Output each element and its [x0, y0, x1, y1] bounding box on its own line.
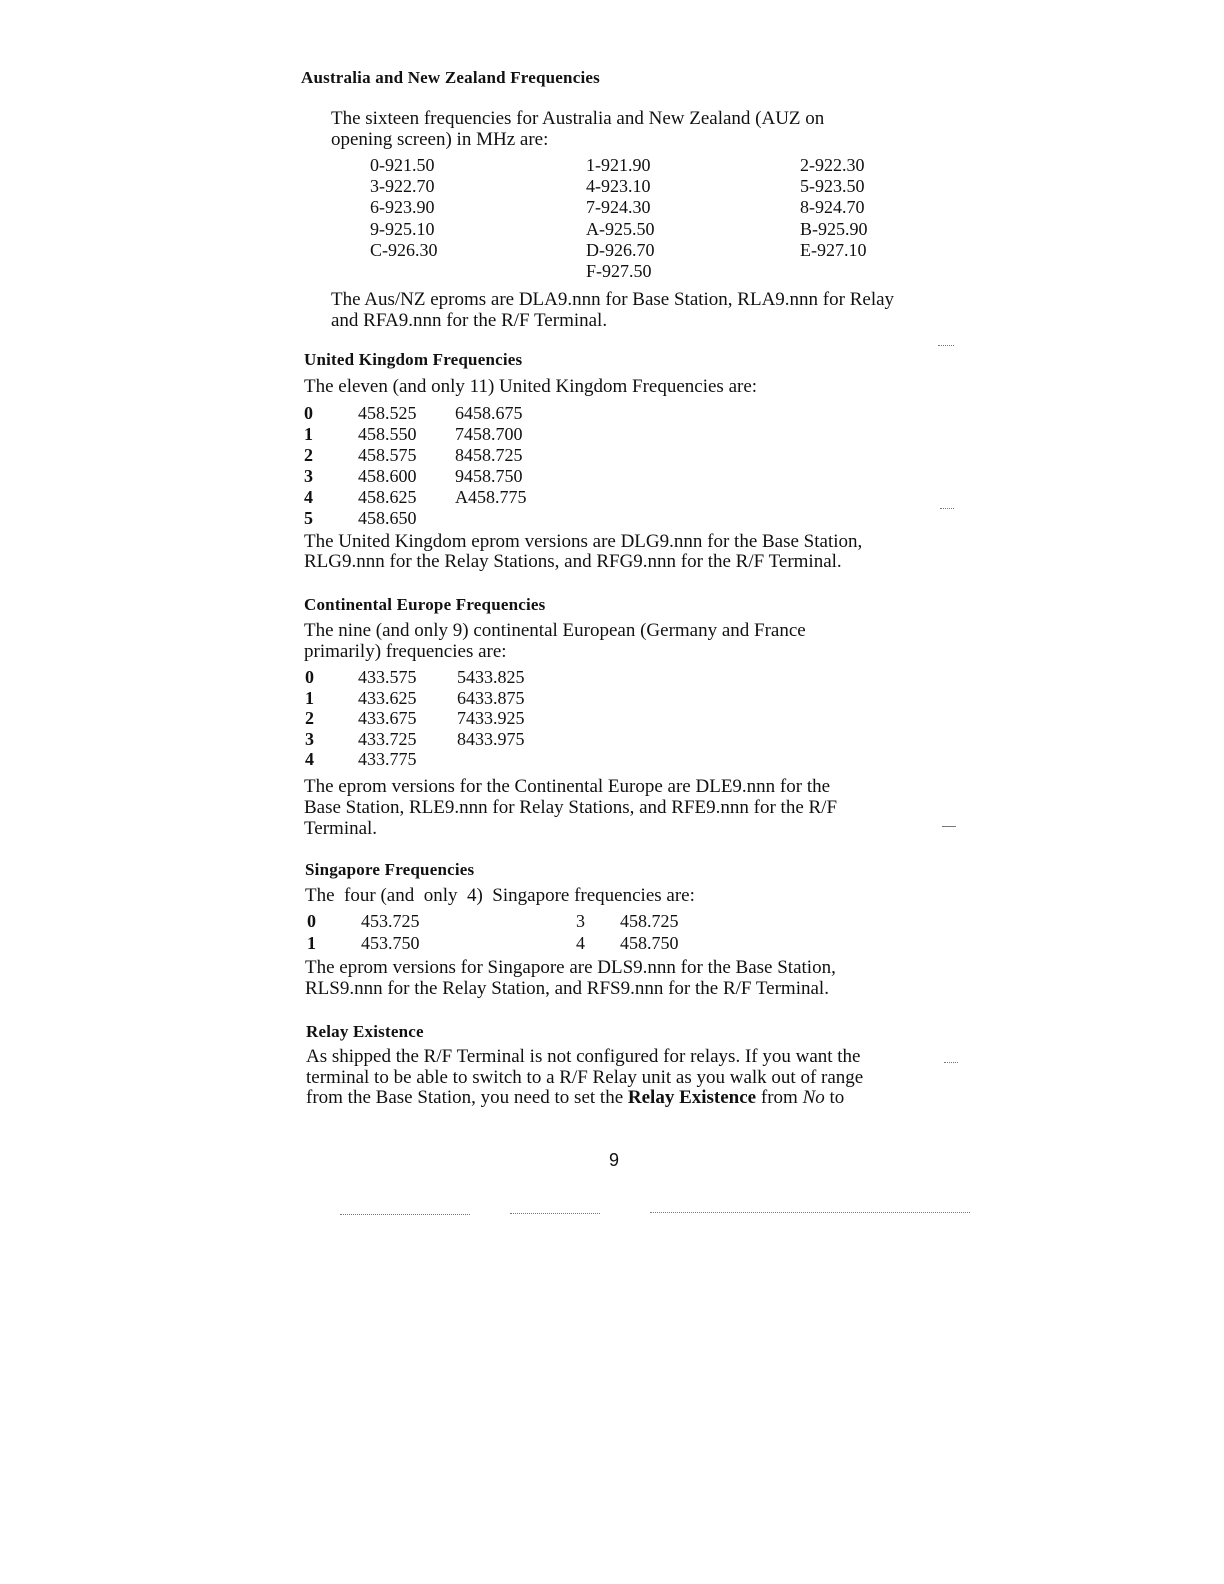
frequency-cell: 9-925.10 [370, 218, 435, 239]
heading-europe: Continental Europe Frequencies [304, 595, 546, 614]
aus-intro-line-2: opening screen) in MHz are: [331, 129, 549, 150]
uk-intro: The eleven (and only 11) United Kingdom Frequencies are: [304, 376, 758, 397]
heading-relay-existence: Relay Existence [306, 1022, 424, 1041]
scan-mark [940, 508, 954, 509]
singapore-eprom-line-2: RLS9.nnn for the Relay Station, and RFS9.nnn for the R/F Terminal. [305, 978, 829, 999]
frequency-cell: E-927.10 [800, 239, 867, 260]
relay-no-value: No [802, 1087, 825, 1108]
frequency-cell: 0 [307, 911, 316, 931]
frequency-cell: C-926.30 [370, 239, 438, 260]
aus-eprom-line-1: The Aus/NZ eproms are DLA9.nnn for Base Station, RLA9.nnn for Relay [331, 289, 895, 310]
aus-eprom-line-2: and RFA9.nnn for the R/F Terminal. [331, 310, 608, 331]
europe-eprom-line-3: Terminal. [304, 818, 378, 839]
frequency-cell: 1 [305, 687, 314, 708]
frequency-cell: 458.750 [620, 932, 679, 953]
frequency-cell: 458.650 [358, 508, 417, 528]
relay-line-1: As shipped the R/F Terminal is not configured for relays. If you want the [306, 1046, 861, 1067]
frequency-cell: 458.525 [358, 403, 417, 423]
frequency-cell: 2-922.30 [800, 155, 865, 175]
frequency-cell: 7-924.30 [586, 197, 651, 218]
europe-intro-line-2: primarily) frequencies are: [304, 641, 507, 662]
aus-intro-line-1: The sixteen frequencies for Australia and New Zealand (AUZ on [331, 108, 825, 129]
europe-intro-line-1: The nine (and only 9) continental European (Germany and France [304, 620, 806, 641]
relay-line-3 [306, 1087, 844, 1108]
frequency-cell: 458.550 [358, 424, 417, 444]
singapore-eprom-line-1: The eprom versions for Singapore are DLS9.nnn for the Base Station, [305, 957, 836, 978]
frequency-cell: 8458.725 [455, 445, 523, 465]
frequency-cell: 5 [304, 508, 313, 528]
frequency-cell: 3 [304, 466, 313, 486]
uk-eprom-line-1: The United Kingdom eprom versions are DLG9.nnn for the Base Station, [304, 531, 863, 552]
scan-mark [650, 1212, 970, 1213]
relay-line-3-text-c: to [824, 1087, 845, 1108]
frequency-cell: 458.725 [620, 911, 679, 931]
frequency-cell: 7458.700 [455, 424, 523, 444]
relay-line-3-text-b: from [756, 1087, 803, 1108]
frequency-cell: 0-921.50 [370, 155, 435, 175]
frequency-cell: A458.775 [455, 487, 527, 507]
frequency-cell: 433.625 [358, 687, 417, 708]
frequency-cell: 8433.975 [457, 728, 525, 749]
frequency-cell: 4 [304, 487, 313, 507]
relay-line-3-text-a: from the Base Station, you need to set the [306, 1087, 628, 1108]
heading-aus-nz: Australia and New Zealand Frequencies [301, 68, 600, 87]
frequency-cell: 0 [304, 403, 313, 423]
frequency-cell: A-925.50 [586, 218, 655, 239]
heading-uk: United Kingdom Frequencies [304, 350, 523, 369]
frequency-cell: 1 [304, 424, 313, 444]
frequency-cell: 4 [576, 932, 585, 953]
frequency-cell: 433.675 [358, 708, 417, 729]
frequency-cell: 433.575 [358, 667, 417, 687]
frequency-cell: 453.750 [361, 932, 420, 953]
frequency-cell: 6-923.90 [370, 197, 435, 218]
frequency-cell: 9458.750 [455, 466, 523, 486]
frequency-cell: 7433.925 [457, 708, 525, 729]
frequency-cell: 8-924.70 [800, 197, 865, 218]
frequency-cell: 5433.825 [457, 667, 525, 687]
frequency-cell: 2 [305, 708, 314, 729]
frequency-cell: 458.625 [358, 487, 417, 507]
uk-eprom-line-2: RLG9.nnn for the Relay Stations, and RFG9.nnn for the R/F Terminal. [304, 551, 842, 572]
scan-mark [340, 1214, 470, 1215]
frequency-cell: 3 [576, 911, 585, 931]
europe-eprom-line-2: Base Station, RLE9.nnn for Relay Stations, and RFE9.nnn for the R/F [304, 797, 838, 818]
frequency-cell: 4 [305, 749, 314, 770]
scan-mark [942, 826, 956, 827]
frequency-cell: B-925.90 [800, 218, 868, 239]
frequency-cell: 3 [305, 728, 314, 749]
frequency-cell: 458.575 [358, 445, 417, 465]
frequency-cell: 6458.675 [455, 403, 523, 423]
frequency-cell: 3-922.70 [370, 176, 435, 197]
frequency-cell: F-927.50 [586, 261, 652, 281]
relay-line-2: terminal to be able to switch to a R/F Relay unit as you walk out of range [306, 1067, 864, 1088]
frequency-cell: 6433.875 [457, 687, 525, 708]
frequency-cell: 1 [307, 932, 316, 953]
frequency-cell: 5-923.50 [800, 176, 865, 197]
relay-existence-term: Relay Existence [627, 1087, 757, 1108]
page-number: 9 [609, 1150, 620, 1170]
frequency-cell: 433.775 [358, 749, 417, 770]
frequency-cell: 4-923.10 [586, 176, 651, 197]
frequency-cell: 0 [305, 667, 314, 687]
frequency-cell: 433.725 [358, 728, 417, 749]
frequency-cell: 2 [304, 445, 313, 465]
europe-eprom-line-1: The eprom versions for the Continental Europe are DLE9.nnn for the [304, 776, 831, 797]
frequency-cell: 458.600 [358, 466, 417, 486]
scan-mark [938, 345, 954, 346]
singapore-intro: The four (and only 4) Singapore frequencies are: [305, 885, 695, 906]
scan-mark [510, 1213, 600, 1214]
heading-singapore: Singapore Frequencies [305, 860, 475, 879]
frequency-cell: 1-921.90 [586, 155, 651, 175]
scan-mark [944, 1062, 958, 1063]
frequency-cell: 453.725 [361, 911, 420, 931]
frequency-cell: D-926.70 [586, 239, 655, 260]
